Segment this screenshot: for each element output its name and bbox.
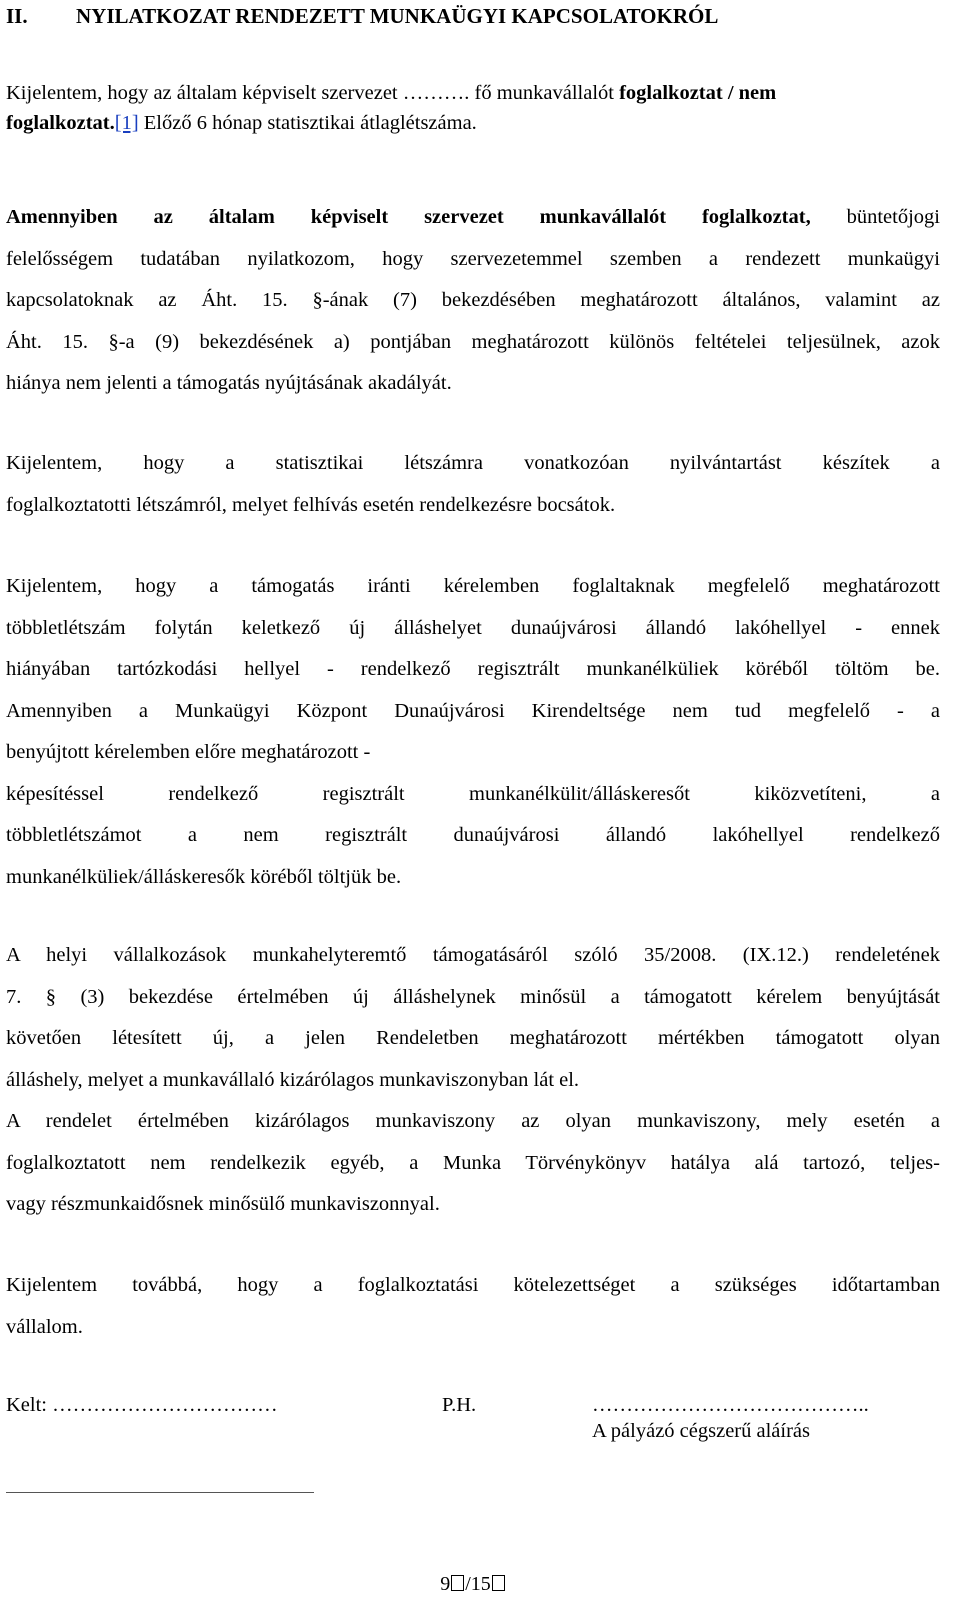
section-heading [6, 4, 718, 29]
paragraph-line: hiánya nem jelenti a támogatás nyújtásának akadályát. [6, 372, 452, 394]
paragraph-line: követően létesített új, a jelen Rendeletben meghatározott mértékben támogatott olyan [6, 1027, 940, 1049]
paragraph-line: Áht. 15. §-a (9) bekezdésének a) pontjában meghatározott különös feltételei teljesülnek, azok [6, 330, 940, 353]
paragraph-line: vagy részmunkaidősnek minősülő munkaviszonnyal. [6, 1193, 440, 1215]
paragraph-line: álláshely, melyet a munkavállaló kizárólagos munkaviszonyban lát el. [6, 1068, 580, 1091]
bold-text: foglalkoztat. [6, 111, 115, 134]
paragraph-commitment [6, 1265, 940, 1348]
paragraph-regulation [6, 935, 940, 1226]
footnote-link[interactable]: [1] [114, 111, 139, 134]
page-total: /15 [465, 1573, 491, 1595]
paragraph-line: többletlétszámot a nem regisztrált dunaújvárosi állandó lakóhellyel rendelkező [6, 824, 940, 846]
page-number [6, 1573, 940, 1596]
paragraph-employment-count [6, 73, 940, 144]
footnote-separator [6, 1492, 314, 1493]
paragraph-line: kapcsolatoknak az Áht. 15. §-ának (7) bekezdésében meghatározott általános, valamint az [6, 289, 940, 311]
text-segment: Előző 6 hónap statisztikai átlaglétszáma. [138, 111, 477, 134]
paragraph-line: vállalom. [6, 1315, 83, 1338]
section-title: NYILATKOZAT RENDEZETT MUNKAÜGYI KAPCSOLATOKRÓL [76, 4, 719, 28]
paragraph-line: képesítéssel rendelkező regisztrált munkanélkülit/álláskeresőt kiközvetíteni, a [6, 782, 940, 805]
signature-label: A pályázó cégszerű aláírás [592, 1420, 810, 1442]
paragraph-line: többletlétszám folytán keletkező új álláshelyet dunaújvárosi állandó lakóhellyel - ennek [6, 616, 940, 639]
missing-glyph-box [451, 1575, 464, 1591]
paragraph-line: 7. § (3) bekezdése értelmében új álláshelynek minősül a támogatott kérelem benyújtását [6, 985, 940, 1008]
paragraph-headcount-records [6, 443, 940, 526]
paragraph-new-positions [6, 566, 940, 898]
paragraph-line: benyújtott kérelemben előre meghatározott - [6, 741, 371, 763]
stamp-placeholder: P.H. [442, 1394, 477, 1416]
missing-glyph-box [492, 1575, 505, 1591]
page-current: 9 [440, 1573, 451, 1595]
paragraph-line: foglalkoztatotti létszámról, melyet felhívás esetén rendelkezésre bocsátok. [6, 493, 616, 516]
paragraph-line: Kijelentem, hogy a támogatás iránti kérelemben foglaltaknak megfelelő meghatározott [6, 575, 940, 597]
paragraph-line: munkanélküliek/álláskeresők köréből töltjük be. [6, 865, 402, 888]
paragraph-line: Amennyiben a Munkaügyi Központ Dunaújvárosi Kirendeltsége nem tud megfelelő - a [6, 699, 940, 722]
paragraph-line: A rendelet értelmében kizárólagos munkaviszony az olyan munkaviszony, mely esetén a [6, 1110, 940, 1132]
paragraph-line [6, 197, 940, 239]
text-segment: büntetőjogi [810, 206, 940, 228]
signature-line: ………………………………….. [592, 1394, 869, 1416]
date-field: Kelt: …………………………… [6, 1394, 278, 1416]
bold-text: foglalkoztat / nem [613, 82, 777, 104]
text-segment: Kijelentem, hogy az általam képviselt szervezet ………. fő munkavállalót [6, 82, 614, 104]
paragraph-line: felelősségem tudatában nyilatkozom, hogy szervezetemmel szemben a rendezett munkaügyi [6, 247, 940, 270]
bold-text: Amennyiben az általam képviselt szervezet munkavállalót foglalkoztat, [6, 206, 811, 228]
paragraph-line: A helyi vállalkozások munkahelyteremtő támogatásáról szóló 35/2008. (IX.12.) rendeletének [6, 944, 940, 966]
section-number: II. [6, 4, 28, 28]
signature-block [6, 1394, 940, 1454]
paragraph-line: Kijelentem, hogy a statisztikai létszámra vonatkozóan nyilvántartást készítek a [6, 452, 940, 474]
paragraph-line: hiányában tartózkodási hellyel - rendelkező regisztrált munkanélküliek köréből töltöm be. [6, 658, 940, 680]
paragraph-labor-relations [6, 197, 940, 405]
paragraph-line: foglalkoztatott nem rendelkezik egyéb, a Munka Törvénykönyv hatálya alá tartozó, teljes- [6, 1151, 940, 1174]
paragraph-line [6, 103, 940, 145]
paragraph-line: Kijelentem továbbá, hogy a foglalkoztatási kötelezettséget a szükséges időtartamban [6, 1274, 940, 1296]
